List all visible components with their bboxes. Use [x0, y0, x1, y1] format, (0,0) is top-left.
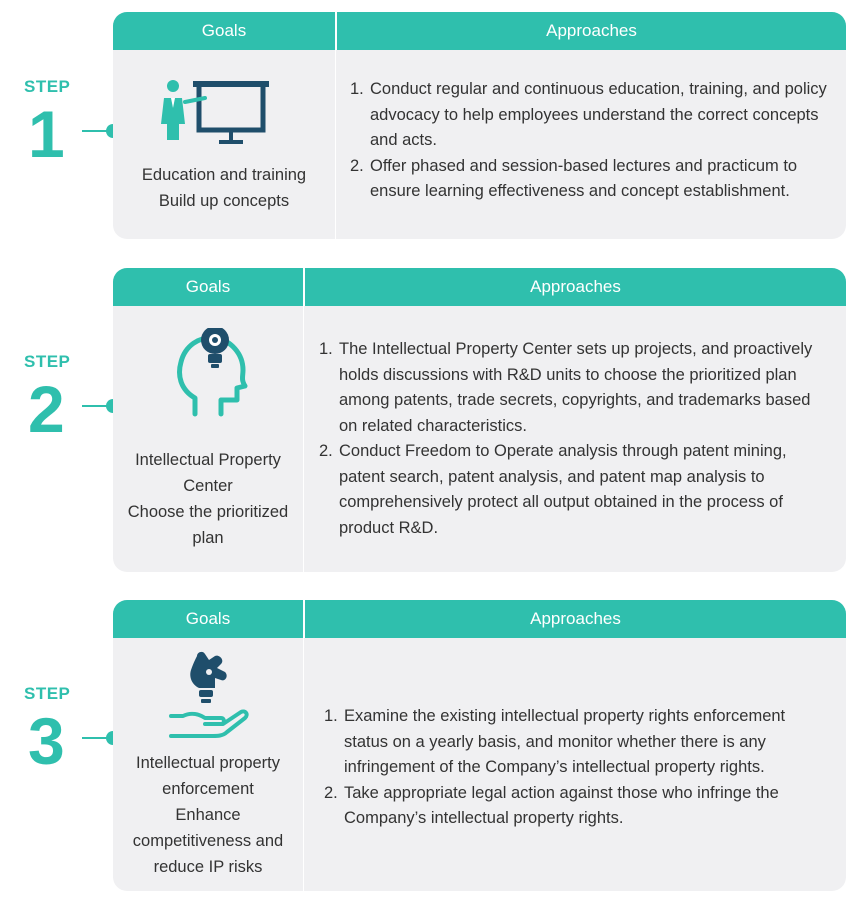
card-header — [113, 12, 846, 50]
header-approaches: Approaches — [530, 277, 621, 296]
approach-list — [350, 77, 830, 205]
column-divider — [335, 50, 336, 239]
step-number: 3 — [28, 704, 65, 778]
head-gear-bulb-icon — [171, 328, 251, 423]
step-card — [113, 12, 846, 239]
step-card — [113, 600, 846, 891]
header-approaches: Approaches — [530, 609, 621, 628]
step-number: 1 — [28, 97, 65, 171]
step-number: 2 — [28, 372, 65, 446]
header-goals: Goals — [113, 268, 305, 306]
header-goals: Goals — [113, 600, 305, 638]
approach-list — [324, 704, 829, 832]
step-card — [113, 268, 846, 572]
list-item: 2. Offer phased and session-based lectures and practicum to ensure learning effectiveness and concept establishment. — [350, 156, 798, 200]
column-divider — [303, 306, 304, 572]
header-approaches: Approaches — [546, 21, 637, 40]
list-item: 1. Examine the existing intellectual property rights enforcement status on a yearly basis, and monitor whether there is any infringement of the Company’s intellectual property rights. — [324, 707, 786, 776]
approach-list — [319, 337, 831, 541]
hand-puzzle-bulb-icon — [169, 650, 251, 745]
list-item: 1. Conduct regular and continuous education, training, and policy advocacy to help employees understand the correct concepts and acts. — [350, 80, 827, 149]
step-label: STEP — [24, 684, 71, 703]
step-label: STEP — [24, 77, 71, 96]
column-divider — [303, 638, 304, 891]
presentation-board-icon — [161, 78, 271, 159]
header-goals: Goals — [113, 12, 337, 50]
list-item: 2. Take appropriate legal action against those who infringe the Company’s intellectual property rights. — [324, 783, 779, 827]
card-header — [113, 268, 846, 306]
goal-text: Education and training Build up concepts — [141, 166, 307, 210]
list-item: 1. The Intellectual Property Center sets up projects, and proactively holds discussions with R&D units to choose the prioritized plan among patents, trade secrets, copyrights, and trademarks based on related characteristics. — [319, 340, 813, 435]
goal-text: Intellectual Property Center Choose the prioritized plan — [127, 451, 289, 547]
goal-text: Intellectual property enforcement Enhance competitiveness and reduce IP risks — [132, 754, 284, 876]
list-item: 2. Conduct Freedom to Operate analysis through patent mining, patent search, patent analysis, and patent map analysis to comprehensively protect all output obtained in the process of product R&D. — [319, 442, 787, 537]
step-label: STEP — [24, 352, 71, 371]
card-header — [113, 600, 846, 638]
